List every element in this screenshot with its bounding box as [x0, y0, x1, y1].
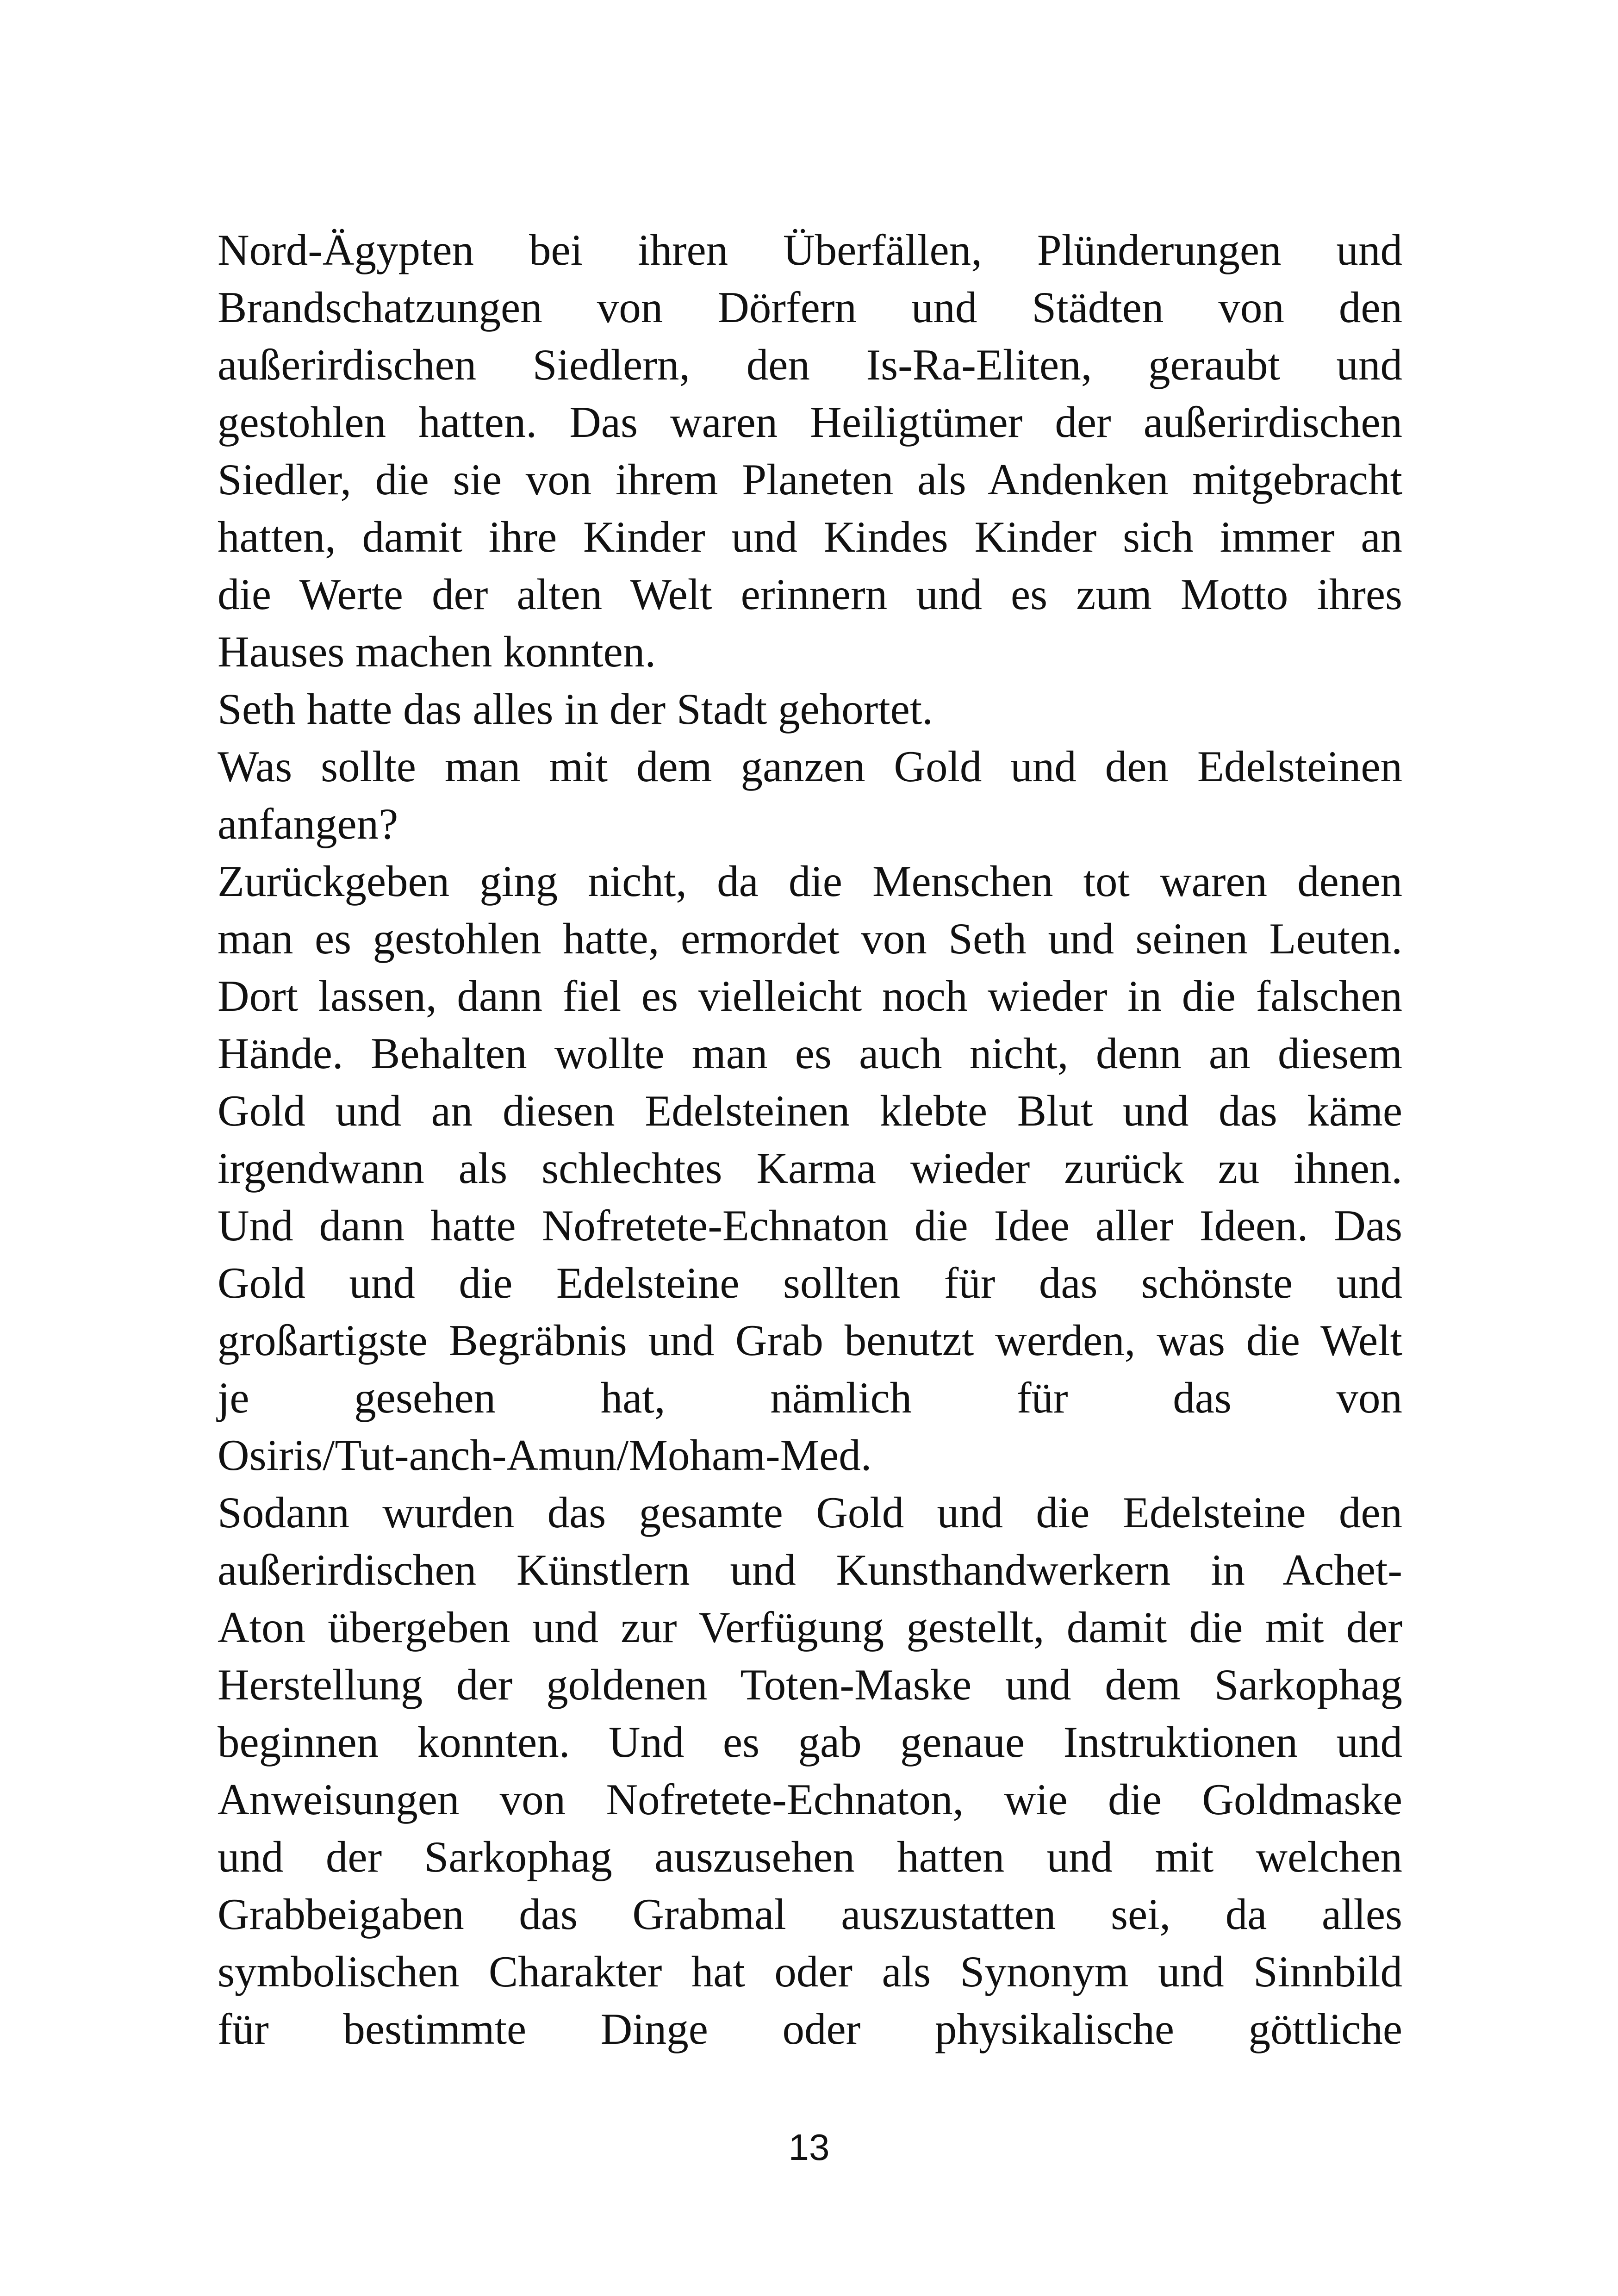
text-line: großartigste Begräbnis und Grab benutzt werden, was die Welt	[218, 1316, 1402, 1365]
text-line: Hauses machen konnten.	[218, 627, 656, 676]
text-line: hatten, damit ihre Kinder und Kindes Kinder sich immer an	[218, 512, 1402, 561]
text-line: je gesehen hat, nämlich für das von	[218, 1373, 1402, 1422]
text-line: und der Sarkophag auszusehen hatten und mit welchen	[218, 1832, 1402, 1881]
text-line: Seth hatte das alles in der Stadt gehortet.	[218, 684, 933, 734]
text-line: für bestimmte Dinge oder physikalische göttliche	[218, 2004, 1402, 2053]
text-line: Was sollte man mit dem ganzen Gold und den Edelsteinen	[218, 742, 1402, 791]
text-line: Grabbeigaben das Grabmal auszustatten sei, da alles	[218, 1890, 1402, 1939]
page-number: 13	[788, 2127, 830, 2168]
text-line: irgendwann als schlechtes Karma wieder zurück zu ihnen.	[218, 1144, 1402, 1193]
text-line: Hände. Behalten wollte man es auch nicht, denn an diesem	[218, 1029, 1402, 1078]
text-line: Gold und die Edelsteine sollten für das schönste und	[218, 1258, 1402, 1307]
text-line: Siedler, die sie von ihrem Planeten als Andenken mitgebracht	[218, 455, 1402, 504]
text-line: Aton übergeben und zur Verfügung gestellt, damit die mit der	[218, 1603, 1402, 1652]
text-line: Zurückgeben ging nicht, da die Menschen tot waren denen	[218, 857, 1402, 906]
text-line: Und dann hatte Nofretete-Echnaton die Idee aller Ideen. Das	[218, 1201, 1402, 1250]
text-line: anfangen?	[218, 799, 398, 848]
text-line: Nord-Ägypten bei ihren Überfällen, Plünderungen und	[218, 225, 1402, 274]
text-line: Gold und an diesen Edelsteinen klebte Blut und das käme	[218, 1086, 1402, 1135]
text-line: Herstellung der goldenen Toten-Maske und dem Sarkophag	[218, 1660, 1402, 1709]
text-line: Osiris/Tut-anch-Amun/Moham-Med.	[218, 1431, 872, 1480]
text-line: außerirdischen Künstlern und Kunsthandwerkern in Achet-	[218, 1545, 1402, 1594]
text-line: Dort lassen, dann fiel es vielleicht noch wieder in die falschen	[218, 971, 1402, 1020]
text-line: gestohlen hatten. Das waren Heiligtümer der außerirdischen	[218, 398, 1402, 447]
text-line: Anweisungen von Nofretete-Echnaton, wie die Goldmaske	[218, 1775, 1402, 1824]
text-line: Sodann wurden das gesamte Gold und die Edelsteine den	[218, 1488, 1402, 1537]
text-line: Brandschatzungen von Dörfern und Städten von den	[218, 283, 1402, 332]
text-line: symbolischen Charakter hat oder als Synonym und Sinnbild	[218, 1947, 1402, 1996]
body-text	[218, 221, 1402, 2058]
text-line: die Werte der alten Welt erinnern und es zum Motto ihres	[218, 570, 1402, 619]
text-line: außerirdischen Siedlern, den Is-Ra-Eliten, geraubt und	[218, 340, 1402, 389]
text-line: beginnen konnten. Und es gab genaue Instruktionen und	[218, 1717, 1402, 1767]
text-line: man es gestohlen hatte, ermordet von Seth und seinen Leuten.	[218, 914, 1402, 963]
